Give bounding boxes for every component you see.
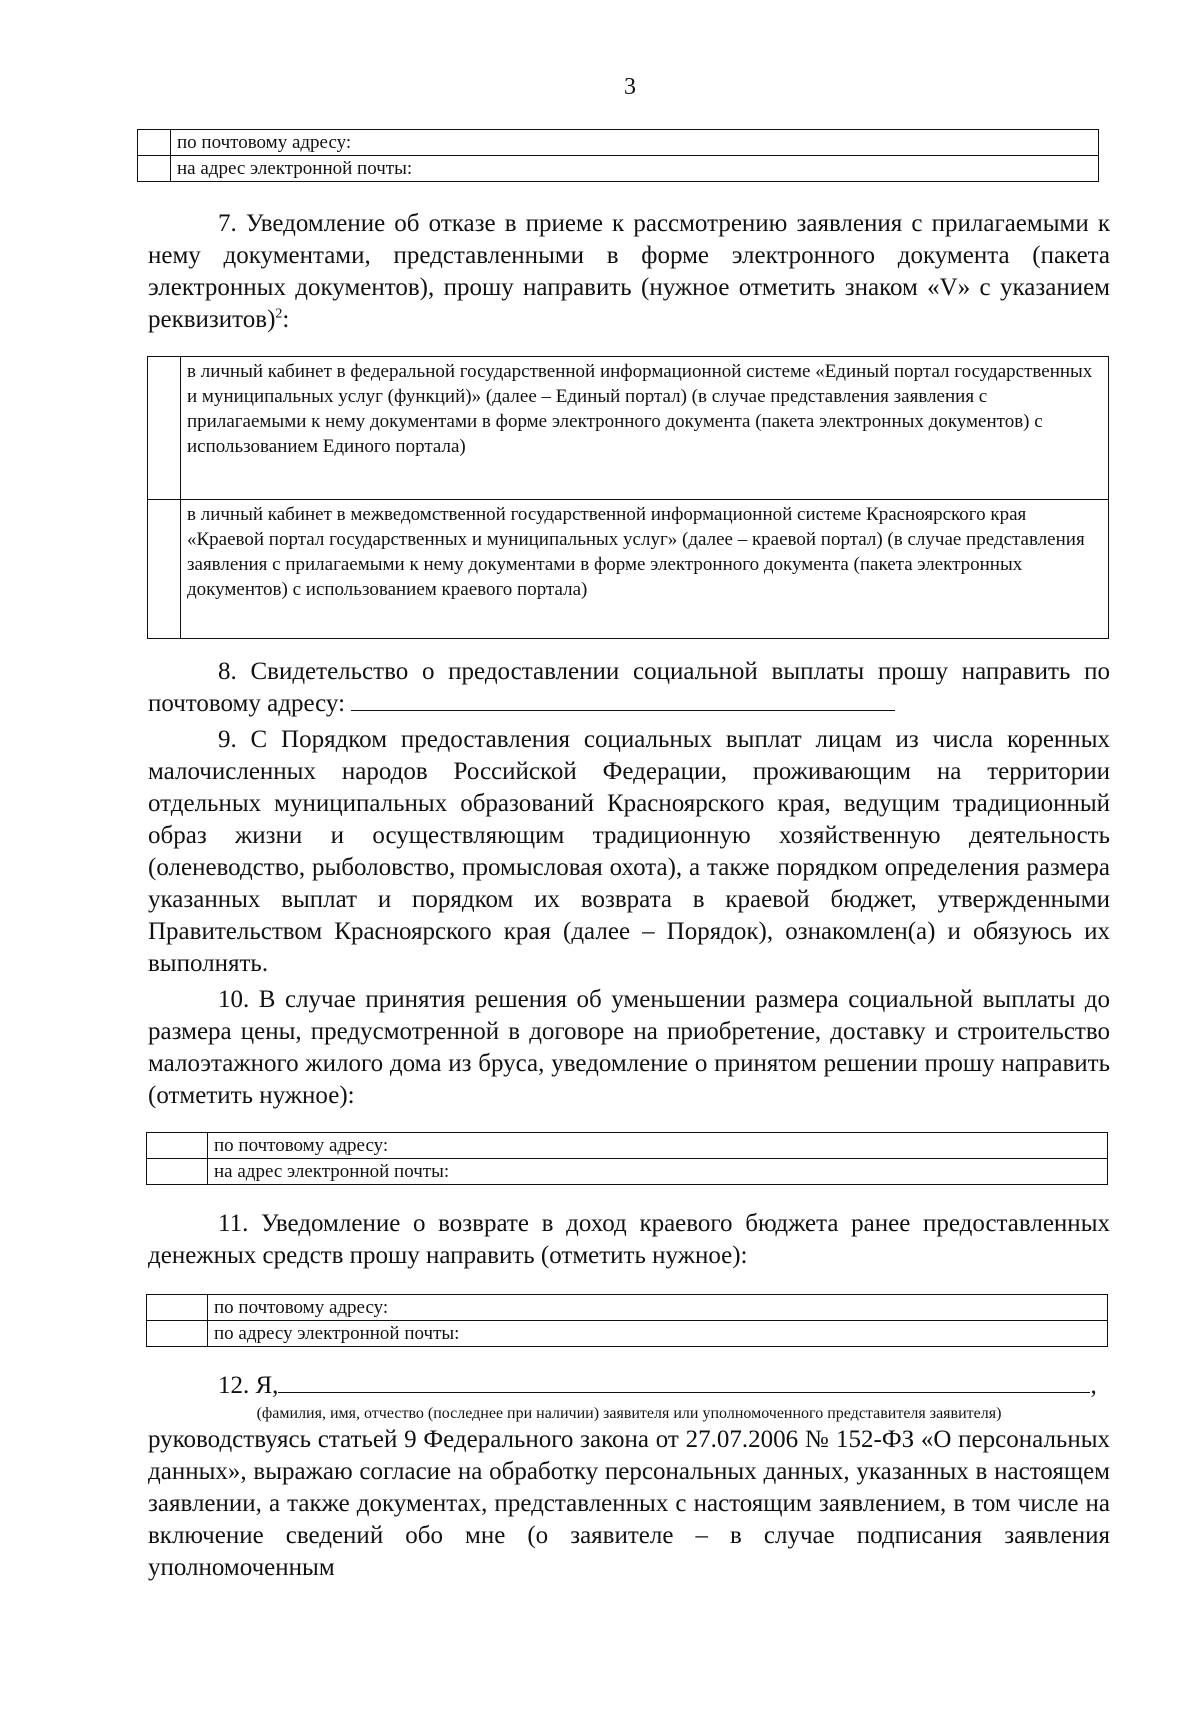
paragraph-12-comma: ,	[1090, 1372, 1097, 1399]
portal-options-table	[147, 356, 1109, 639]
paragraph-12	[148, 1424, 1110, 1584]
checkbox-cell[interactable]	[148, 357, 181, 500]
paragraph-9-text: 9. С Порядком предоставления социальных выплат лицам из числа коренных малочисленных народов Российской Федерации, проживающим на территории отдельных муниципальных образований Красноярского края, ведущим традиционный образ жизни и осуществляющим традиционную хозяйственную деятельность (оленеводство, рыболовство, промысловая охота), а также порядком определения размера указанных выплат и порядком их возврата в краевой бюджет, утвержденными Правительством Красноярского края (далее – Порядок), ознакомлен(а) и обязуюсь их выполнять.	[148, 726, 1110, 977]
table-row	[138, 156, 1099, 182]
table-row	[147, 1159, 1108, 1185]
postal-address-line[interactable]	[351, 688, 895, 711]
delivery-options-table-11	[146, 1294, 1108, 1347]
paragraph-9	[148, 724, 1110, 980]
paragraph-12-lead-text: 12. Я,	[218, 1372, 279, 1399]
option-label: по почтовому адресу:	[171, 130, 1099, 156]
paragraph-7-text: 7. Уведомление об отказе в приеме к рассмотрению заявления с прилагаемыми к нему документами, представленными в форме электронного документа (пакета электронных документов), прошу направить (нужное отметить знаком «V» с указанием реквизитов)	[148, 210, 1110, 333]
paragraph-10-text: 10. В случае принятия решения об уменьшении размера социальной выплаты до размера цены, предусмотренной в договоре на приобретение, доставку и строительство малоэтажного жилого дома из бруса, уведомление о принятом решении прошу направить (отметить нужное):	[148, 986, 1110, 1109]
paragraph-10	[148, 984, 1110, 1112]
option-label: в личный кабинет в федеральной государственной информационной системе «Единый портал государственных и муниципальных услуг (функций)» (далее – Единый портал) (в случае представления заявления с прилагаемыми к нему документами в форме электронного документа (пакета электронных документов) с использованием Единого портала)	[181, 357, 1109, 500]
option-label: по почтовому адресу:	[208, 1133, 1108, 1159]
checkbox-cell[interactable]	[147, 1295, 208, 1321]
paragraph-11-text: 11. Уведомление о возврате в доход краевого бюджета ранее предоставленных денежных средств прошу направить (отметить нужное):	[148, 1210, 1110, 1269]
paragraph-12-text: руководствуясь статьей 9 Федерального закона от 27.07.2006 № 152-ФЗ «О персональных данных», выражаю согласие на обработку персональных данных, указанных в настоящем заявлении, а также документах, представленных с настоящим заявлением, в том числе на включение сведений обо мне (о заявителе – в случае подписания заявления уполномоченным	[148, 1426, 1110, 1581]
table-row	[147, 1295, 1108, 1321]
option-label: по адресу электронной почты:	[208, 1321, 1108, 1347]
option-label: по почтовому адресу:	[208, 1295, 1108, 1321]
footnote-mark: 2	[275, 306, 283, 322]
checkbox-cell[interactable]	[147, 1133, 208, 1159]
paragraph-8	[148, 656, 1110, 720]
delivery-options-table-top	[137, 129, 1099, 182]
paragraph-12-lead	[148, 1370, 1110, 1402]
paragraph-11	[148, 1208, 1110, 1272]
table-row	[148, 357, 1109, 500]
checkbox-cell[interactable]	[147, 1321, 208, 1347]
applicant-name-line[interactable]	[278, 1370, 1090, 1393]
applicant-name-caption: (фамилия, имя, отчество (последнее при наличии) заявителя или уполномоченного представителя заявителя)	[256, 1405, 1002, 1422]
table-row	[148, 500, 1109, 639]
checkbox-cell[interactable]	[148, 500, 181, 639]
checkbox-cell[interactable]	[138, 156, 171, 182]
table-row	[147, 1321, 1108, 1347]
paragraph-7	[148, 208, 1110, 336]
delivery-options-table-10	[146, 1132, 1108, 1185]
table-row	[138, 130, 1099, 156]
paragraph-8-text: 8. Свидетельство о предоставлении социальной выплаты прошу направить по почтовому адресу:	[148, 658, 1110, 717]
checkbox-cell[interactable]	[147, 1159, 208, 1185]
page-number: 3	[624, 74, 636, 100]
table-row	[147, 1133, 1108, 1159]
option-label: на адрес электронной почты:	[208, 1159, 1108, 1185]
option-label: в личный кабинет в межведомственной государственной информационной системе Красноярского края «Краевой портал государственных и муниципальных услуг» (далее – краевой портал) (в случае представления заявления с прилагаемыми к нему документами в форме электронного документа (пакета электронных документов) с использованием краевого портала)	[181, 500, 1109, 639]
checkbox-cell[interactable]	[138, 130, 171, 156]
option-label: на адрес электронной почты:	[171, 156, 1099, 182]
paragraph-7-tail: :	[282, 306, 290, 333]
